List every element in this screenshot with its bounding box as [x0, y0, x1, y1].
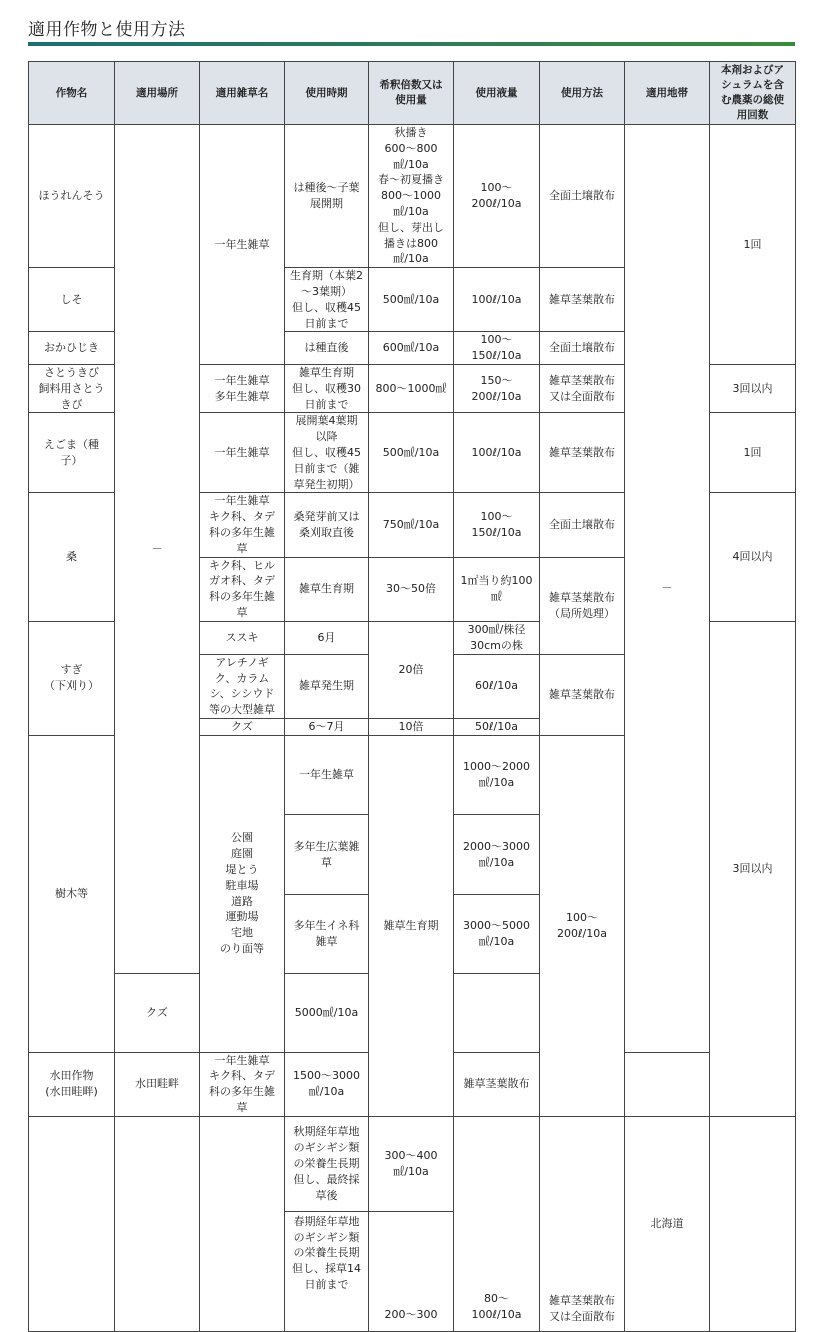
- cell-place: －: [115, 125, 200, 974]
- header-place: 適用場所: [115, 62, 200, 125]
- cell-volume: 100～ 150ℓ/10a: [454, 332, 540, 365]
- cell-dilution: 500㎖/10a: [369, 413, 454, 493]
- cell-weeds: 一年生雑草: [200, 413, 285, 493]
- cell-weeds: 一年生雑草 多年生雑草: [200, 364, 285, 412]
- cell-timing: 桑発芽前又は 桑刈取直後: [285, 493, 369, 557]
- usage-table: [28, 61, 796, 1332]
- cell-timing: 秋期経年草地 のギシギシ類 の栄養生長期 但し、最終採 草後: [285, 1116, 369, 1211]
- cell-weeds: 多年生イネ科 雑草: [285, 894, 369, 974]
- cell-weeds: 多年生広葉雑 草: [285, 815, 369, 895]
- cell-dilution: 20倍: [369, 621, 454, 718]
- header-crop: 作物名: [29, 62, 115, 125]
- cell-method: 全面土壌散布: [540, 332, 625, 365]
- cell-weeds: 一年生雑草: [200, 125, 285, 365]
- table-header-row: [29, 62, 796, 125]
- cell-crop: すぎ （下刈り）: [29, 621, 115, 735]
- section-heading: 適用作物と使用方法: [28, 20, 186, 40]
- cell-place: 水田畦畔: [115, 1052, 200, 1116]
- cell-dilution: 500㎖/10a: [369, 268, 454, 332]
- cell-method: 雑草茎葉散布 又は全面散布: [540, 1116, 625, 1331]
- cell-weeds: クズ: [200, 718, 285, 735]
- cell-method: 全面土壌散布: [540, 493, 625, 557]
- cell-times: 1回: [710, 413, 796, 493]
- cell-volume: 300㎖/株径 30cmの株: [454, 621, 540, 654]
- cell-method: 雑草茎葉散布: [540, 413, 625, 493]
- header-region: 適用地帯: [625, 62, 710, 125]
- cell-place: 公園 庭園 堤とう 駐車場 道路 運動場 宅地 のり面等: [200, 735, 285, 1052]
- cell-crop: [29, 1116, 115, 1331]
- cell-timing: は種直後: [285, 332, 369, 365]
- cell-crop: えごま（種 子）: [29, 413, 115, 493]
- cell-volume: 150～ 200ℓ/10a: [454, 364, 540, 412]
- cell-dilution: 1000～2000 ㎖/10a: [454, 735, 540, 815]
- header-weeds: 適用雑草名: [200, 62, 285, 125]
- table-row: [29, 125, 796, 268]
- cell-method: 雑草茎葉散布: [540, 268, 625, 332]
- cell-timing: 雑草生育期: [285, 557, 369, 621]
- cell-timing: 雑草生育期: [369, 735, 454, 1116]
- cell-dilution: 3000～5000 ㎖/10a: [454, 894, 540, 974]
- cell-volume: 60ℓ/10a: [454, 654, 540, 718]
- cell-crop: ほうれんそう: [29, 125, 115, 268]
- cell-timing: 6～7月: [285, 718, 369, 735]
- cell-crop: さとうきび 飼料用さとう きび: [29, 364, 115, 412]
- cell-dilution: 1500～3000 ㎖/10a: [285, 1052, 369, 1116]
- cell-volume: 50ℓ/10a: [454, 718, 540, 735]
- cell-weeds: [200, 1116, 285, 1331]
- cell-dilution: 300～400 ㎖/10a: [369, 1116, 454, 1211]
- header-dilution: 希釈倍数又は 使用量: [369, 62, 454, 125]
- cell-weeds: アレチノギ ク、カラム シ、シシウド 等の大型雑草: [200, 654, 285, 718]
- cell-dilution: 5000㎖/10a: [285, 974, 369, 1052]
- cell-times: 3回以内: [710, 364, 796, 412]
- cell-crop: 桑: [29, 493, 115, 621]
- cell-volume: 80～ 100ℓ/10a: [454, 1116, 540, 1331]
- cell-weeds: 一年生雑草 キク科、タデ 科の多年生雑 草: [200, 1052, 285, 1116]
- cell-method: 雑草茎葉散布 （局所処理）: [540, 557, 625, 654]
- cell-timing: 雑草発生期: [285, 654, 369, 718]
- cell-dilution: 750㎖/10a: [369, 493, 454, 557]
- header-method: 使用方法: [540, 62, 625, 125]
- heading-underline: [28, 42, 795, 46]
- cell-volume: 100ℓ/10a: [454, 268, 540, 332]
- cell-volume: 100～ 150ℓ/10a: [454, 493, 540, 557]
- cell-method: 雑草茎葉散布: [454, 1052, 540, 1116]
- cell-timing: 雑草生育期 但し、収穫30 日前まで: [285, 364, 369, 412]
- cell-volume: 100～ 200ℓ/10a: [454, 125, 540, 268]
- cell-weeds: 一年生雑草: [285, 735, 369, 815]
- cell-region: －: [625, 125, 710, 1053]
- cell-volume: 100～ 200ℓ/10a: [540, 735, 625, 1116]
- cell-timing: 展開葉4葉期 以降 但し、収穫45 日前まで（雑 草発生初期）: [285, 413, 369, 493]
- cell-dilution: 2000～3000 ㎖/10a: [454, 815, 540, 895]
- cell-crop: しそ: [29, 268, 115, 332]
- cell-weeds: 一年生雑草 キク科、タデ 科の多年生雑 草: [200, 493, 285, 557]
- cell-times: 4回以内: [710, 493, 796, 621]
- cell-timing: 春期経年草地 のギシギシ類 の栄養生長期 但し、採草14 日前まで: [285, 1211, 369, 1331]
- header-timing: 使用時期: [285, 62, 369, 125]
- cell-region: 北海道: [625, 1116, 710, 1331]
- cell-volume: 1㎡当り約100 ㎖: [454, 557, 540, 621]
- cell-dilution: 秋播き 600～800 ㎖/10a 春～初夏播き 800～1000 ㎖/10a 但し、芽出し 播きは800 ㎖/10a: [369, 125, 454, 268]
- cell-weeds: キク科、ヒル ガオ科、タデ 科の多年生雑 草: [200, 557, 285, 621]
- cell-timing: は種後～子葉 展開期: [285, 125, 369, 268]
- cell-weeds: クズ: [115, 974, 200, 1052]
- cell-crop: おかひじき: [29, 332, 115, 365]
- cell-volume: 100ℓ/10a: [454, 413, 540, 493]
- cell-place: [115, 1116, 200, 1331]
- cell-times: 3回以内: [710, 621, 796, 1116]
- cell-crop: 樹木等: [29, 735, 115, 1052]
- cell-dilution: 600㎖/10a: [369, 332, 454, 365]
- cell-dilution: 800～1000㎖: [369, 364, 454, 412]
- cell-method: 雑草茎葉散布: [540, 654, 625, 735]
- cell-crop: 水田作物 (水田畦畔): [29, 1052, 115, 1116]
- cell-timing: 生育期（本葉2 ～3葉期） 但し、収穫45 日前まで: [285, 268, 369, 332]
- table-row: [29, 1116, 796, 1211]
- cell-dilution: 30～50倍: [369, 557, 454, 621]
- cell-weeds: ススキ: [200, 621, 285, 654]
- header-volume: 使用液量: [454, 62, 540, 125]
- cell-method: 雑草茎葉散布 又は全面散布: [540, 364, 625, 412]
- cell-timing: 6月: [285, 621, 369, 654]
- cell-times: 1回: [710, 125, 796, 365]
- cell-dilution: 10倍: [369, 718, 454, 735]
- cell-dilution: 200～300: [369, 1211, 454, 1331]
- cell-method: 全面土壌散布: [540, 125, 625, 268]
- header-times: 本剤およびア シュラムを含 む農薬の総使 用回数: [710, 62, 796, 125]
- cell-times: [710, 1116, 796, 1331]
